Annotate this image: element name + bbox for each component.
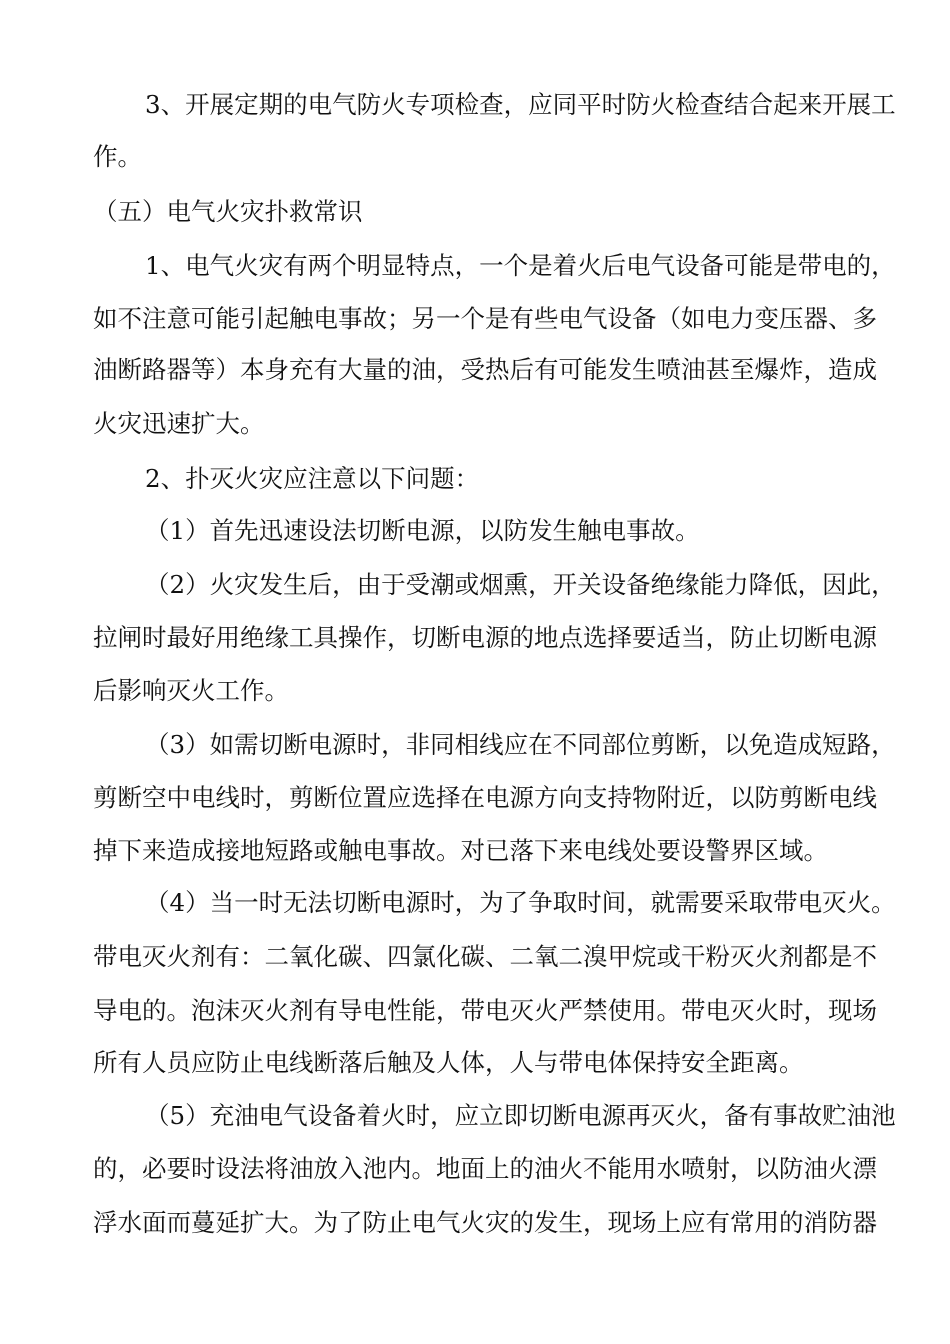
text-line: 作。 — [93, 142, 142, 171]
text-line: 后影响灭火工作。 — [93, 676, 289, 705]
text-line: 1、电气火灾有两个明显特点，一个是着火后电气设备可能是带电的， — [145, 251, 896, 280]
text-line: （2）火灾发生后，由于受潮或烟熏，开关设备绝缘能力降低，因此， — [145, 570, 896, 599]
text-line: 浮水面而蔓延扩大。为了防止电气火灾的发生，现场上应有常用的消防器 — [93, 1208, 877, 1237]
text-line: 如不注意可能引起触电事故；另一个是有些电气设备（如电力变压器、多 — [93, 304, 877, 333]
text-line: 2、扑灭火灾应注意以下问题： — [145, 464, 480, 493]
text-line: 拉闸时最好用绝缘工具操作，切断电源的地点选择要适当，防止切断电源 — [93, 623, 877, 652]
text-line: （5）充油电气设备着火时，应立即切断电源再灭火，备有事故贮油池 — [145, 1101, 896, 1130]
section-heading: （五）电气火灾扑救常识 — [93, 197, 363, 226]
text-line: 所有人员应防止电线断落后触及人体，人与带电体保持安全距离。 — [93, 1048, 804, 1077]
text-line: 油断路器等）本身充有大量的油，受热后有可能发生喷油甚至爆炸，造成 — [93, 355, 877, 384]
text-line: 火灾迅速扩大。 — [93, 409, 265, 438]
text-line: 的，必要时设法将油放入池内。地面上的油火不能用水喷射，以防油火漂 — [93, 1154, 877, 1183]
text-line: 带电灭火剂有：二氧化碳、四氯化碳、二氧二溴甲烷或干粉灭火剂都是不 — [93, 942, 877, 971]
text-line: （4）当一时无法切断电源时，为了争取时间，就需要采取带电灭火。 — [145, 888, 896, 917]
text-line: （1）首先迅速设法切断电源，以防发生触电事故。 — [145, 516, 700, 545]
text-line: 导电的。泡沫灭火剂有导电性能，带电灭火严禁使用。带电灭火时，现场 — [93, 996, 877, 1025]
text-line: 掉下来造成接地短路或触电事故。对已落下来电线处要设警界区域。 — [93, 836, 828, 865]
text-line: 3、开展定期的电气防火专项检查，应同平时防火检查结合起来开展工 — [145, 90, 896, 119]
text-line: 剪断空中电线时，剪断位置应选择在电源方向支持物附近，以防剪断电线 — [93, 783, 877, 812]
text-line: （3）如需切断电源时，非同相线应在不同部位剪断，以免造成短路， — [145, 730, 896, 759]
